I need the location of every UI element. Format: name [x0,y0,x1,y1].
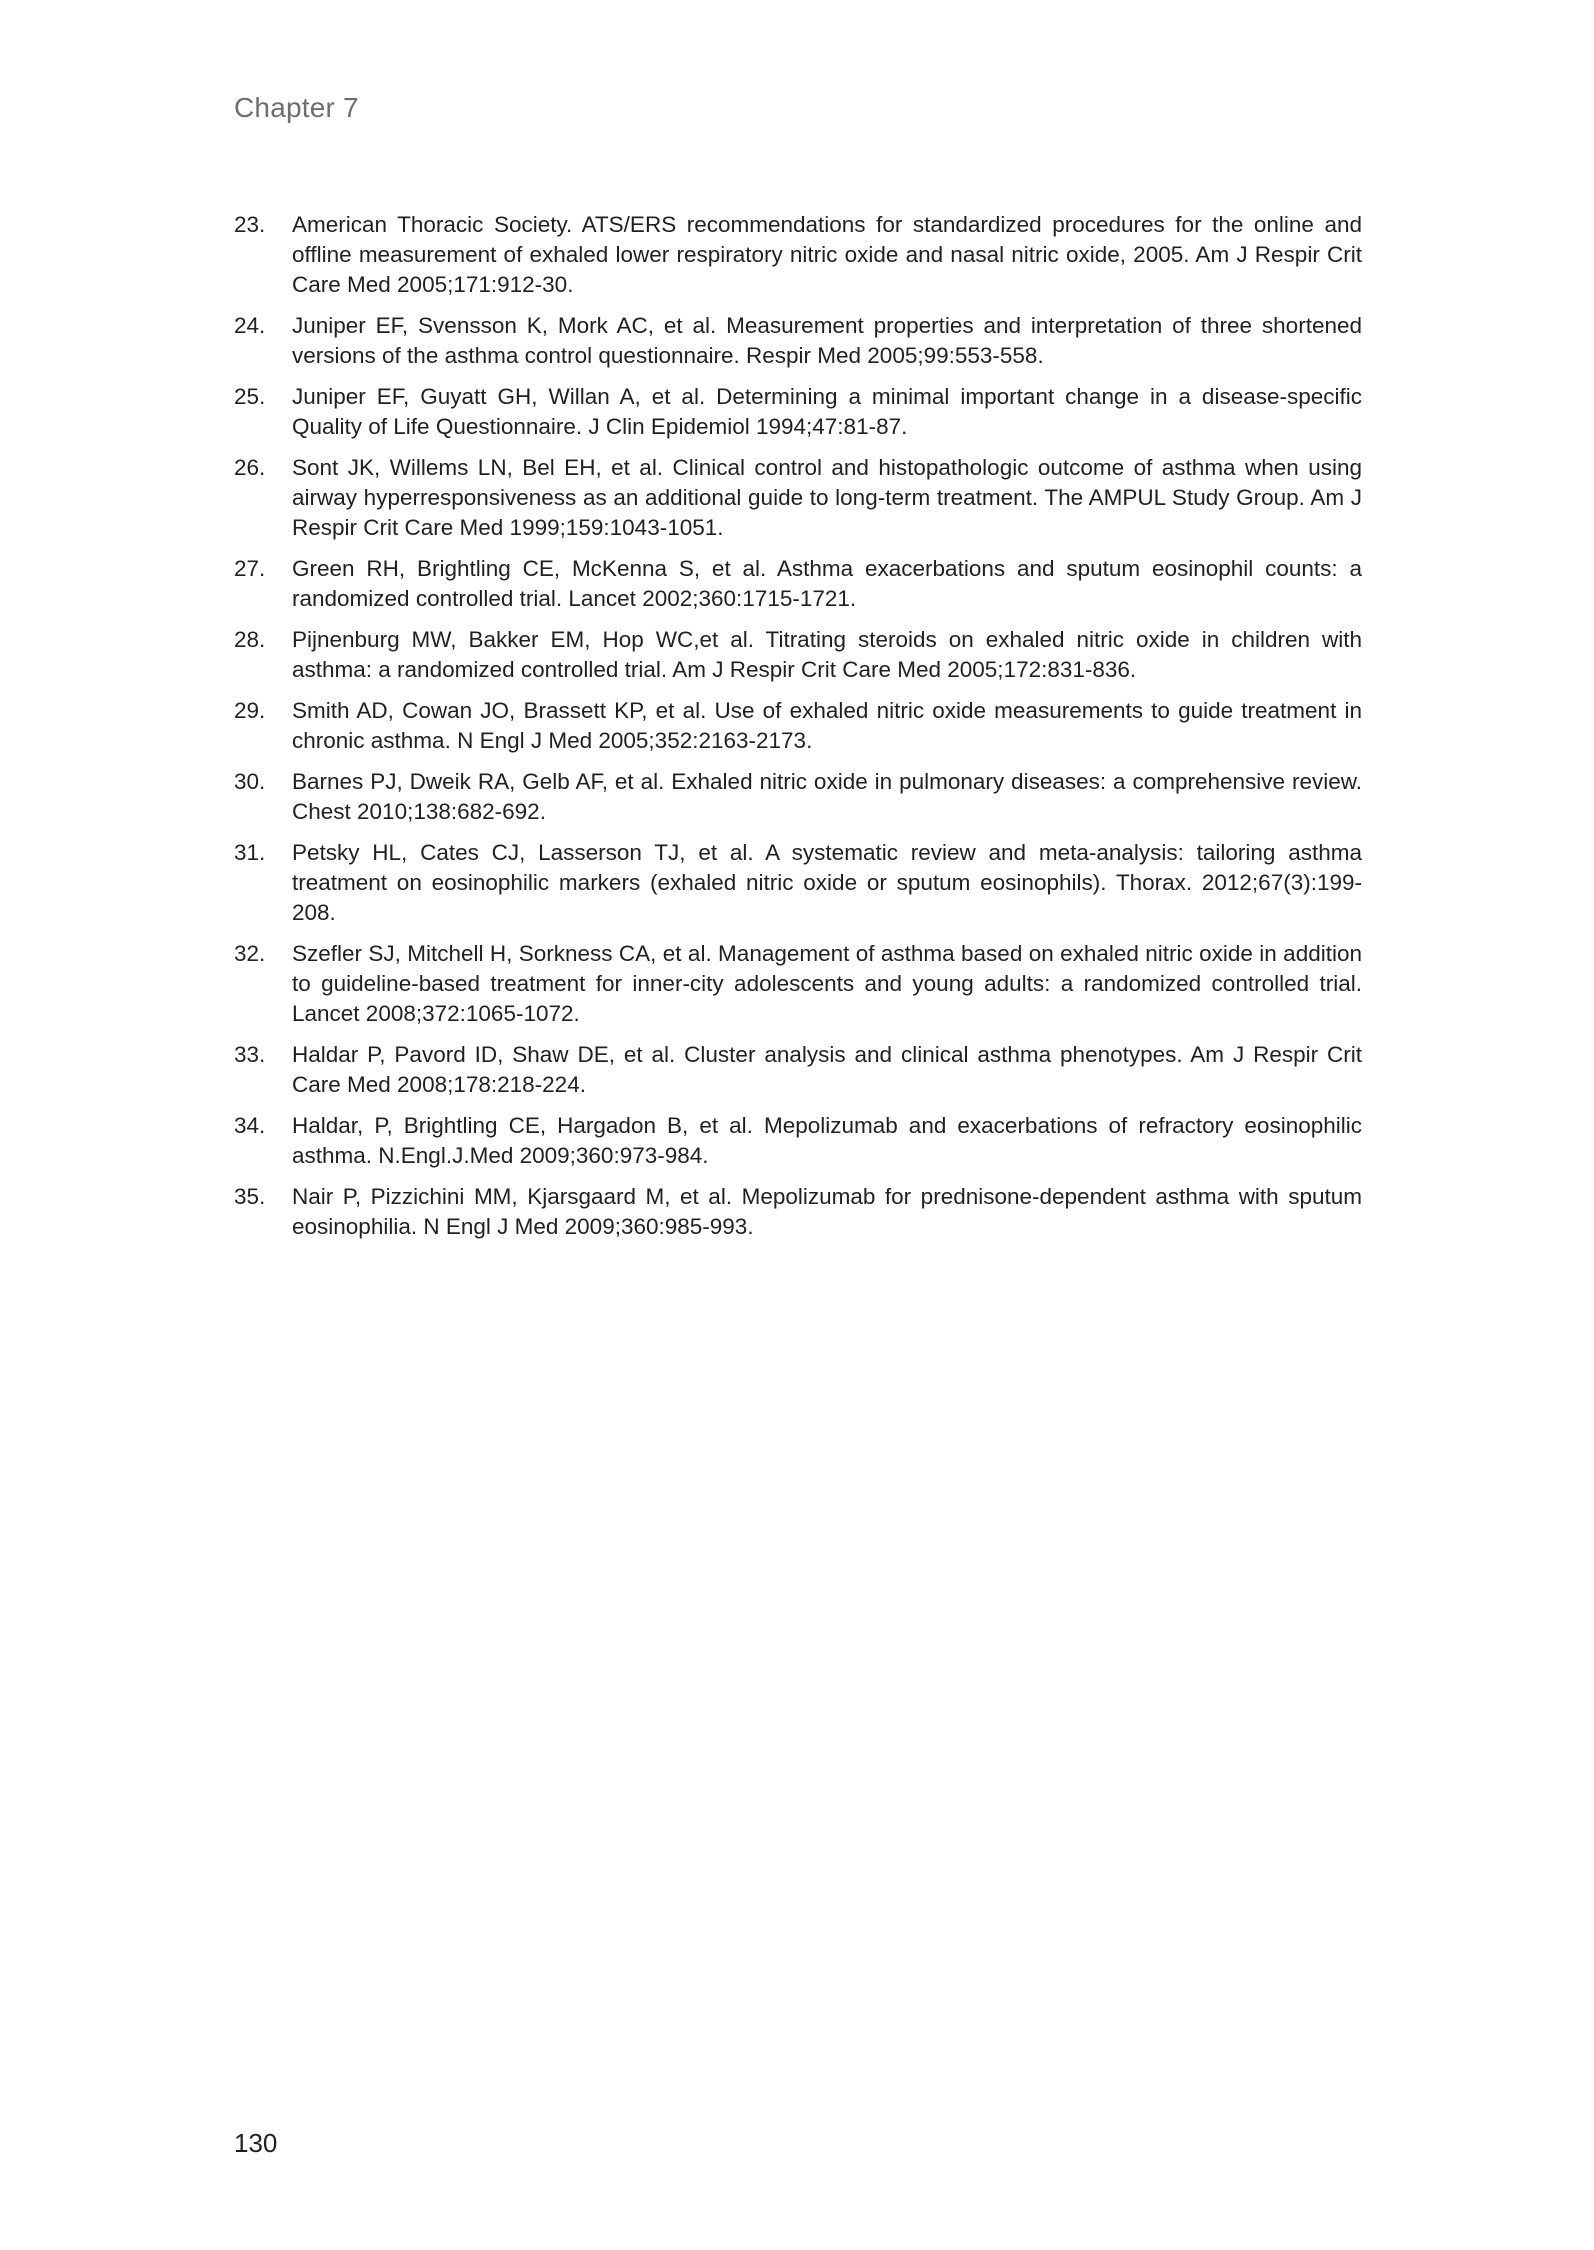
reference-number: 32. [234,941,266,966]
reference-number: 27. [234,556,266,581]
reference-text: Sont JK, Willems LN, Bel EH, et al. Clinical control and histopathologic outcome of asthma when using airway hyperresponsiveness as an additional guide to long-term treatment. The AMPUL Study Group. Am J Respir Crit Care Med 1999;159:1043-1051. [292,455,1362,540]
reference-item [234,210,1362,300]
chapter-header: Chapter 7 [234,92,359,123]
reference-text: Green RH, Brightling CE, McKenna S, et al. Asthma exacerbations and sputum eosinophil counts: a randomized controlled trial. Lancet 2002;360:1715-1721. [292,556,1362,611]
reference-item [234,838,1362,928]
reference-number: 29. [234,698,266,723]
page-number: 130 [234,2128,278,2158]
reference-number: 31. [234,840,266,865]
reference-item [234,939,1362,1029]
reference-item [234,382,1362,442]
reference-text: Haldar P, Pavord ID, Shaw DE, et al. Cluster analysis and clinical asthma phenotypes. Am J Respir Crit Care Med 2008;178:218-224. [292,1042,1362,1097]
reference-number: 23. [234,212,266,237]
reference-item [234,1182,1362,1242]
reference-number: 26. [234,455,266,480]
reference-number: 34. [234,1113,266,1138]
reference-item [234,453,1362,543]
reference-item [234,767,1362,827]
reference-text: Petsky HL, Cates CJ, Lasserson TJ, et al. A systematic review and meta-analysis: tailoring asthma treatment on eosinophilic markers (exhaled nitric oxide or sputum eosinophils). Thorax. 2012;67(3):199-208. [292,840,1362,925]
reference-text: Barnes PJ, Dweik RA, Gelb AF, et al. Exhaled nitric oxide in pulmonary diseases: a comprehensive review. Chest 2010;138:682-692. [292,769,1362,824]
reference-number: 24. [234,313,266,338]
reference-text: Szefler SJ, Mitchell H, Sorkness CA, et al. Management of asthma based on exhaled nitric oxide in addition to guideline-based treatment for inner-city adolescents and young adults: a randomized controlled trial. Lancet 2008;372:1065-1072. [292,941,1362,1026]
reference-text: Pijnenburg MW, Bakker EM, Hop WC,et al. Titrating steroids on exhaled nitric oxide in children with asthma: a randomized controlled trial. Am J Respir Crit Care Med 2005;172:831-836. [292,627,1362,682]
reference-number: 33. [234,1042,266,1067]
reference-item [234,1040,1362,1100]
reference-text: Smith AD, Cowan JO, Brassett KP, et al. Use of exhaled nitric oxide measurements to guide treatment in chronic asthma. N Engl J Med 2005;352:2163-2173. [292,698,1362,753]
reference-list [234,210,1362,1253]
reference-item [234,554,1362,614]
reference-number: 35. [234,1184,266,1209]
reference-item [234,311,1362,371]
reference-item [234,625,1362,685]
reference-number: 30. [234,769,266,794]
reference-text: Juniper EF, Guyatt GH, Willan A, et al. Determining a minimal important change in a disease-specific Quality of Life Questionnaire. J Clin Epidemiol 1994;47:81-87. [292,384,1362,439]
reference-item [234,696,1362,756]
reference-number: 28. [234,627,266,652]
reference-text: Nair P, Pizzichini MM, Kjarsgaard M, et al. Mepolizumab for prednisone-dependent asthma with sputum eosinophilia. N Engl J Med 2009;360:985-993. [292,1184,1362,1239]
reference-number: 25. [234,384,266,409]
reference-item [234,1111,1362,1171]
reference-text: Juniper EF, Svensson K, Mork AC, et al. Measurement properties and interpretation of three shortened versions of the asthma control questionnaire. Respir Med 2005;99:553-558. [292,313,1362,368]
reference-text: American Thoracic Society. ATS/ERS recommendations for standardized procedures for the online and offline measurement of exhaled lower respiratory nitric oxide and nasal nitric oxide, 2005. Am J Respir Crit Care Med 2005;171:912-30. [292,212,1362,297]
reference-text: Haldar, P, Brightling CE, Hargadon B, et al. Mepolizumab and exacerbations of refractory eosinophilic asthma. N.Engl.J.Med 2009;360:973-984. [292,1113,1362,1168]
